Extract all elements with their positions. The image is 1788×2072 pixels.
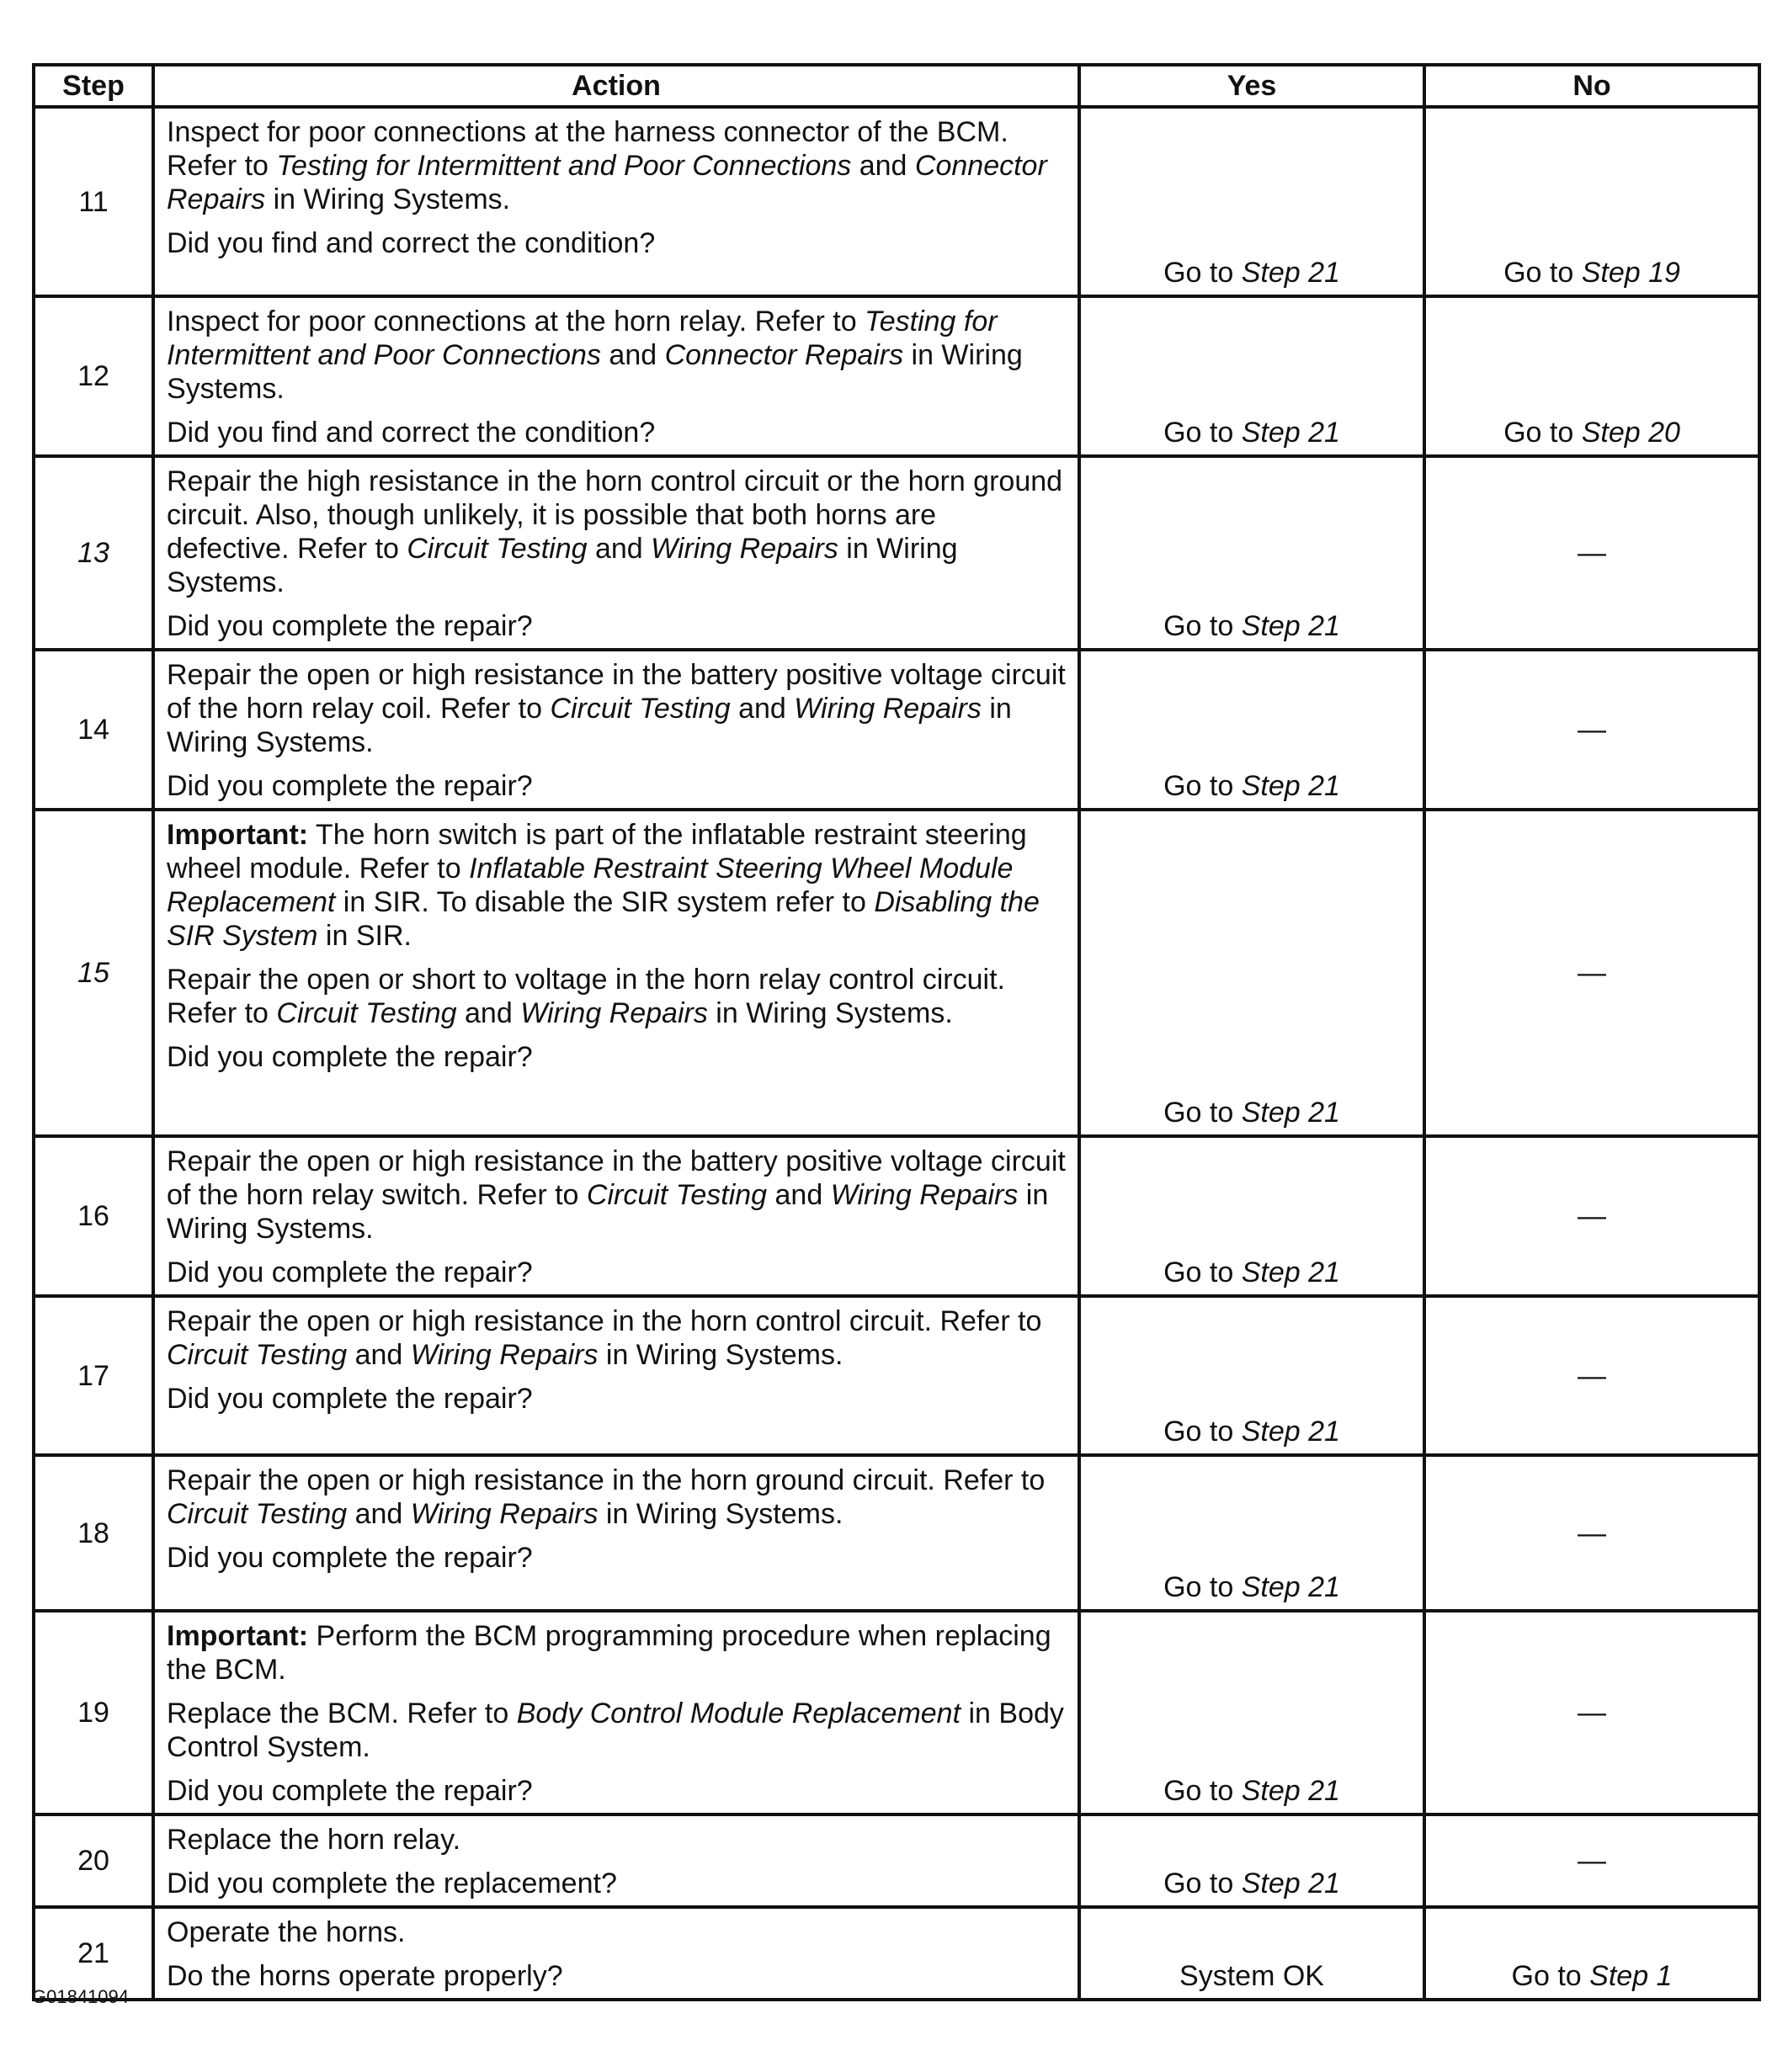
action-paragraph — [167, 416, 1066, 449]
no-step-reference: Step 20 — [1581, 417, 1680, 449]
action-text: Operate the horns. — [167, 1916, 406, 1948]
procedure-reference: Testing for Intermittent and Poor Connections — [167, 305, 998, 371]
no-result — [1424, 296, 1759, 456]
no-step-reference: Step 1 — [1589, 1960, 1673, 1992]
yes-result — [1079, 810, 1424, 1136]
action-text: Did you complete the repair? — [167, 1383, 533, 1415]
go-to-label: Go to — [1163, 1256, 1234, 1288]
step-number: 18 — [34, 1455, 153, 1611]
step-number: 15 — [34, 810, 153, 1136]
procedure-reference: Circuit Testing — [407, 533, 588, 565]
action-cell — [153, 650, 1079, 810]
action-text: Did you find and correct the condition? — [167, 417, 656, 449]
procedure-reference: Testing for Intermittent and Poor Connections — [276, 150, 852, 182]
action-text: in Wiring Systems. — [167, 339, 1023, 405]
step-number: 17 — [34, 1296, 153, 1455]
header-no: No — [1424, 65, 1759, 107]
action-text: The horn switch is part of the inflatable restraint steering wheel module. Refer to — [167, 819, 1027, 885]
yes-step-reference: Step 21 — [1241, 1775, 1340, 1807]
procedure-reference: Circuit Testing — [276, 997, 457, 1029]
yes-text: System OK — [1179, 1960, 1324, 1992]
procedure-reference: Wiring Repairs — [794, 693, 982, 725]
yes-step-reference: Step 21 — [1241, 770, 1340, 802]
procedure-reference: Disabling the SIR System — [167, 886, 1040, 952]
action-text: and — [767, 1179, 831, 1211]
action-paragraph — [167, 226, 1066, 260]
no-result-dash: — — [1424, 1455, 1759, 1611]
action-text: Repair the high resistance in the horn control circuit or the horn ground circuit. Also, though unlikely, it is possible that both horns are defective. Refer to — [167, 465, 1063, 565]
header-action: Action — [153, 65, 1079, 107]
table-row — [34, 107, 1759, 296]
step-number: 13 — [34, 456, 153, 650]
action-text: in SIR. — [317, 920, 412, 952]
yes-result — [1079, 1907, 1424, 2000]
action-text: in Wiring Systems. — [598, 1498, 843, 1530]
action-text: Did you complete the repair? — [167, 770, 533, 802]
action-paragraph — [167, 1619, 1066, 1687]
action-text: and — [347, 1339, 411, 1371]
step-number: 20 — [34, 1814, 153, 1907]
no-result-dash: — — [1424, 1611, 1759, 1814]
yes-result — [1079, 1611, 1424, 1814]
yes-result — [1079, 296, 1424, 456]
action-text: in SIR. To disable the SIR system refer to — [335, 886, 875, 918]
procedure-reference: Inflatable Restraint Steering Wheel Module Replacement — [167, 853, 1014, 918]
action-text: in Wiring Systems. — [265, 183, 511, 215]
action-text: Did you find and correct the condition? — [167, 227, 656, 259]
action-text: Repair the open or high resistance in the horn control circuit. Refer to — [167, 1305, 1042, 1337]
go-to-label: Go to — [1163, 1097, 1234, 1129]
action-text: Inspect for poor connections at the horn relay. Refer to — [167, 305, 865, 337]
yes-step-reference: Step 21 — [1241, 417, 1340, 449]
header-yes: Yes — [1079, 65, 1424, 107]
important-label: Important: — [167, 1620, 309, 1652]
yes-step-reference: Step 21 — [1241, 1256, 1340, 1288]
action-text: Did you complete the repair? — [167, 1041, 533, 1073]
yes-step-reference: Step 21 — [1241, 1416, 1340, 1448]
action-paragraph — [167, 1304, 1066, 1372]
action-text: and — [730, 693, 795, 725]
procedure-reference: Body Control Module Replacement — [516, 1697, 961, 1729]
go-to-label: Go to — [1163, 1775, 1234, 1807]
action-text: and — [347, 1498, 411, 1530]
yes-step-reference: Step 21 — [1241, 1867, 1340, 1899]
yes-result — [1079, 1814, 1424, 1907]
action-text: Repair the open or high resistance in the horn ground circuit. Refer to — [167, 1464, 1046, 1496]
action-cell — [153, 296, 1079, 456]
procedure-reference: Circuit Testing — [167, 1498, 348, 1530]
go-to-label: Go to — [1163, 1867, 1234, 1899]
yes-result — [1079, 1296, 1424, 1455]
table-row — [34, 810, 1759, 1136]
action-text: in Wiring Systems. — [167, 693, 1012, 758]
no-result — [1424, 107, 1759, 296]
table-row — [34, 1136, 1759, 1296]
procedure-reference: Connector Repairs — [664, 339, 904, 371]
yes-step-reference: Step 21 — [1241, 610, 1340, 642]
table-row — [34, 1611, 1759, 1814]
table-row — [34, 650, 1759, 810]
action-text: Perform the BCM programming procedure when replacing the BCM. — [167, 1620, 1051, 1686]
no-result-dash: — — [1424, 1296, 1759, 1455]
yes-result — [1079, 456, 1424, 650]
no-result-dash: — — [1424, 1136, 1759, 1296]
action-text: Repair the open or high resistance in the battery positive voltage circuit of the horn relay coil. Refer to — [167, 659, 1066, 725]
action-cell — [153, 810, 1079, 1136]
table-row — [34, 456, 1759, 650]
action-text: and — [587, 533, 652, 565]
no-step-reference: Step 19 — [1581, 257, 1680, 289]
action-text: Repair the open or short to voltage in the horn relay control circuit. Refer to — [167, 964, 1005, 1029]
action-paragraph — [167, 115, 1066, 216]
action-paragraph — [167, 658, 1066, 759]
action-paragraph — [167, 305, 1066, 406]
action-text: Did you complete the repair? — [167, 1256, 533, 1288]
action-paragraph — [167, 1823, 1066, 1857]
go-to-label: Go to — [1163, 417, 1234, 449]
action-paragraph — [167, 769, 1066, 803]
action-text: Replace the BCM. Refer to — [167, 1697, 517, 1729]
go-to-label: Go to — [1511, 1960, 1582, 1992]
go-to-label: Go to — [1503, 257, 1574, 289]
action-cell — [153, 1136, 1079, 1296]
table-body — [34, 107, 1759, 2000]
step-number: 19 — [34, 1611, 153, 1814]
figure-id: G01841094 — [32, 1986, 129, 2007]
action-paragraph — [167, 1915, 1066, 1949]
important-label: Important: — [167, 819, 309, 851]
action-text: in Wiring Systems. — [167, 1179, 1049, 1245]
action-paragraph — [167, 1040, 1066, 1074]
procedure-reference: Circuit Testing — [586, 1179, 768, 1211]
action-text: Did you complete the repair? — [167, 1542, 533, 1574]
diagnostic-table — [32, 63, 1761, 2001]
step-number: 21 — [34, 1907, 153, 2000]
go-to-label: Go to — [1163, 1571, 1234, 1603]
yes-step-reference: Step 21 — [1241, 1571, 1340, 1603]
no-result-dash: — — [1424, 1814, 1759, 1907]
no-result-dash: — — [1424, 456, 1759, 650]
action-paragraph — [167, 1464, 1066, 1531]
yes-result — [1079, 1455, 1424, 1611]
go-to-label: Go to — [1163, 770, 1234, 802]
procedure-reference: Wiring Repairs — [410, 1339, 599, 1371]
table-row — [34, 1907, 1759, 2000]
action-text: Did you complete the repair? — [167, 1775, 533, 1807]
go-to-label: Go to — [1503, 417, 1574, 449]
header-row — [34, 65, 1759, 107]
go-to-label: Go to — [1163, 1416, 1234, 1448]
step-number: 16 — [34, 1136, 153, 1296]
action-text: Replace the horn relay. — [167, 1824, 461, 1856]
action-cell — [153, 107, 1079, 296]
procedure-reference: Wiring Repairs — [830, 1179, 1019, 1211]
step-number: 12 — [34, 296, 153, 456]
action-cell — [153, 1296, 1079, 1455]
action-text: Do the horns operate properly? — [167, 1960, 563, 1992]
action-text: in Body Control System. — [167, 1697, 1064, 1763]
action-cell — [153, 1611, 1079, 1814]
action-paragraph — [167, 1541, 1066, 1575]
action-text: Repair the open or high resistance in the battery positive voltage circuit of the horn relay switch. Refer to — [167, 1145, 1066, 1211]
action-text: and — [851, 150, 915, 182]
procedure-reference: Connector Repairs — [167, 150, 1047, 215]
yes-step-reference: Step 21 — [1241, 257, 1340, 289]
no-result-dash: — — [1424, 810, 1759, 1136]
table-row — [34, 1296, 1759, 1455]
action-paragraph — [167, 1867, 1066, 1900]
action-text: Did you complete the repair? — [167, 610, 533, 642]
action-paragraph — [167, 1697, 1066, 1764]
procedure-reference: Wiring Repairs — [520, 997, 708, 1029]
no-result-dash: — — [1424, 650, 1759, 810]
yes-result — [1079, 107, 1424, 296]
step-number: 14 — [34, 650, 153, 810]
yes-result — [1079, 1136, 1424, 1296]
action-paragraph — [167, 609, 1066, 643]
action-cell — [153, 456, 1079, 650]
action-text: in Wiring Systems. — [167, 533, 958, 598]
no-result — [1424, 1907, 1759, 2000]
action-paragraph — [167, 818, 1066, 953]
yes-step-reference: Step 21 — [1241, 1097, 1340, 1129]
table-row — [34, 1814, 1759, 1907]
action-paragraph — [167, 1145, 1066, 1246]
action-cell — [153, 1814, 1079, 1907]
table-row — [34, 296, 1759, 456]
procedure-reference: Wiring Repairs — [410, 1498, 599, 1530]
action-paragraph — [167, 1256, 1066, 1289]
action-paragraph — [167, 1959, 1066, 1993]
procedure-reference: Wiring Repairs — [651, 533, 838, 565]
action-paragraph — [167, 1774, 1066, 1808]
go-to-label: Go to — [1163, 610, 1234, 642]
action-text: in Wiring Systems. — [598, 1339, 843, 1371]
header-step: Step — [34, 65, 153, 107]
action-text: in Wiring Systems. — [707, 997, 953, 1029]
table-row — [34, 1455, 1759, 1611]
action-text: and — [456, 997, 521, 1029]
yes-result — [1079, 650, 1424, 810]
action-cell — [153, 1455, 1079, 1611]
go-to-label: Go to — [1163, 257, 1234, 289]
action-text: Inspect for poor connections at the harness connector of the BCM. Refer to — [167, 116, 1008, 182]
action-text: Did you complete the replacement? — [167, 1867, 617, 1899]
action-paragraph — [167, 1382, 1066, 1416]
action-text: and — [600, 339, 665, 371]
procedure-reference: Circuit Testing — [550, 693, 731, 725]
step-number: 11 — [34, 107, 153, 296]
action-paragraph — [167, 465, 1066, 599]
action-cell — [153, 1907, 1079, 2000]
action-paragraph — [167, 963, 1066, 1030]
procedure-reference: Circuit Testing — [167, 1339, 348, 1371]
